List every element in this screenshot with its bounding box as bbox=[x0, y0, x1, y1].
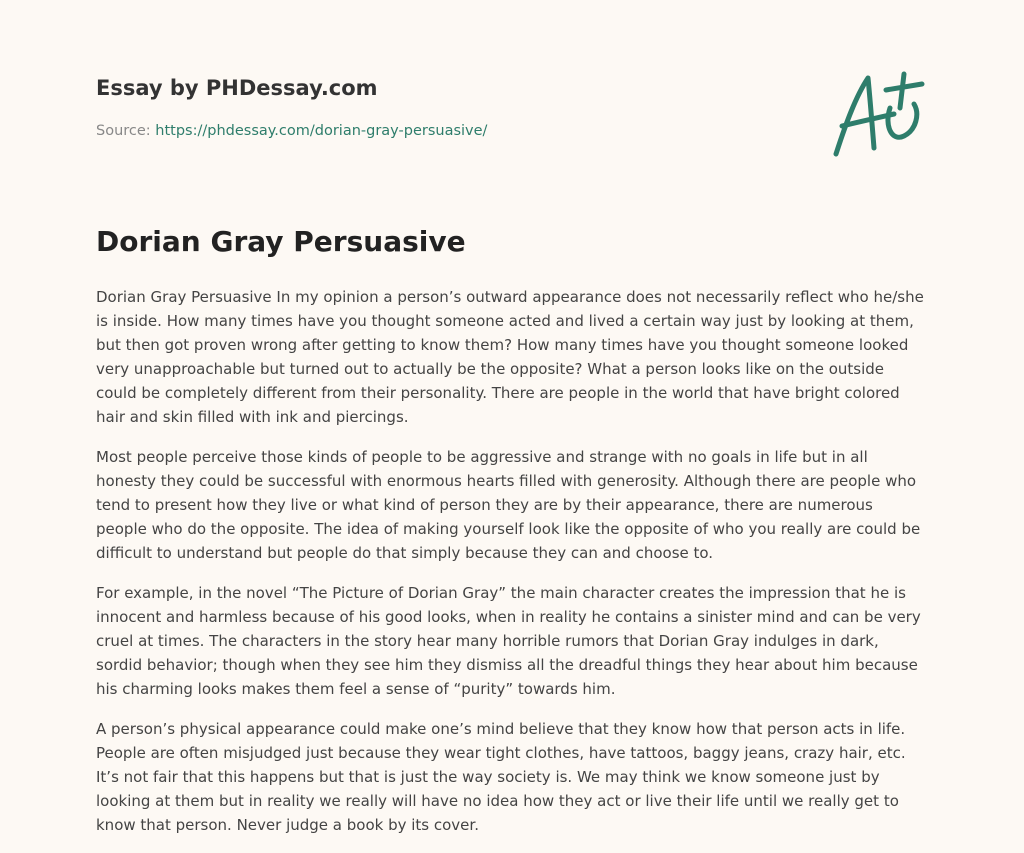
paragraph: Most people perceive those kinds of people to be aggressive and strange with no goals in life but in all honesty they could be successful with enormous hearts filled with generosity. Although there are people who tend to present how they live or what kind of person they are by their appearance, there are numerous people who do the opposite. The idea of making yourself look like the opposite of who you really are could be difficult to understand but people do that simply because they can and choose to. bbox=[96, 448, 921, 562]
source-line bbox=[96, 123, 487, 139]
article-body bbox=[96, 285, 928, 853]
source-label: Source: bbox=[96, 123, 151, 139]
paragraph: For example, in the novel “The Picture of Dorian Gray” the main character creates the impression that he is innocent and harmless because of his good looks, when in reality he contains a sinister mind and can be very cruel at times. The characters in the story hear many horrible rumors that Dorian Gray indulges in dark, sordid behavior; though when they see him they dismiss all the dreadful things they hear about him because his charming looks makes them feel a sense of “purity” towards him. bbox=[96, 584, 921, 698]
header bbox=[96, 76, 928, 176]
source-link[interactable]: https://phdessay.com/dorian-gray-persuasive/ bbox=[155, 123, 488, 139]
a-plus-logo-icon bbox=[828, 68, 928, 160]
paragraph: Dorian Gray Persuasive In my opinion a person’s outward appearance does not necessarily reflect who he/she is inside. How many times have you thought someone acted and lived a certain way just by looking at them, but then got proven wrong after getting to know them? How many times have you thought someone looked very unapproachable but turned out to actually be the opposite? What a person looks like on the outside could be completely different from their personality. There are people in the world that have bright colored hair and skin filled with ink and piercings. bbox=[96, 288, 924, 426]
page-title: Dorian Gray Persuasive bbox=[96, 225, 466, 258]
brand-title: Essay by PHDessay.com bbox=[96, 76, 378, 100]
paragraph: A person’s physical appearance could make one’s mind believe that they know how that person acts in life. People are often misjudged just because they wear tight clothes, have tattoos, baggy jeans, crazy hair, etc. It’s not fair that this happens but that is just the way society is. We may think we know someone just by looking at them but in reality we really will have no idea how they act or live their life until we really get to know that person. Never judge a book by its cover. bbox=[96, 720, 906, 834]
